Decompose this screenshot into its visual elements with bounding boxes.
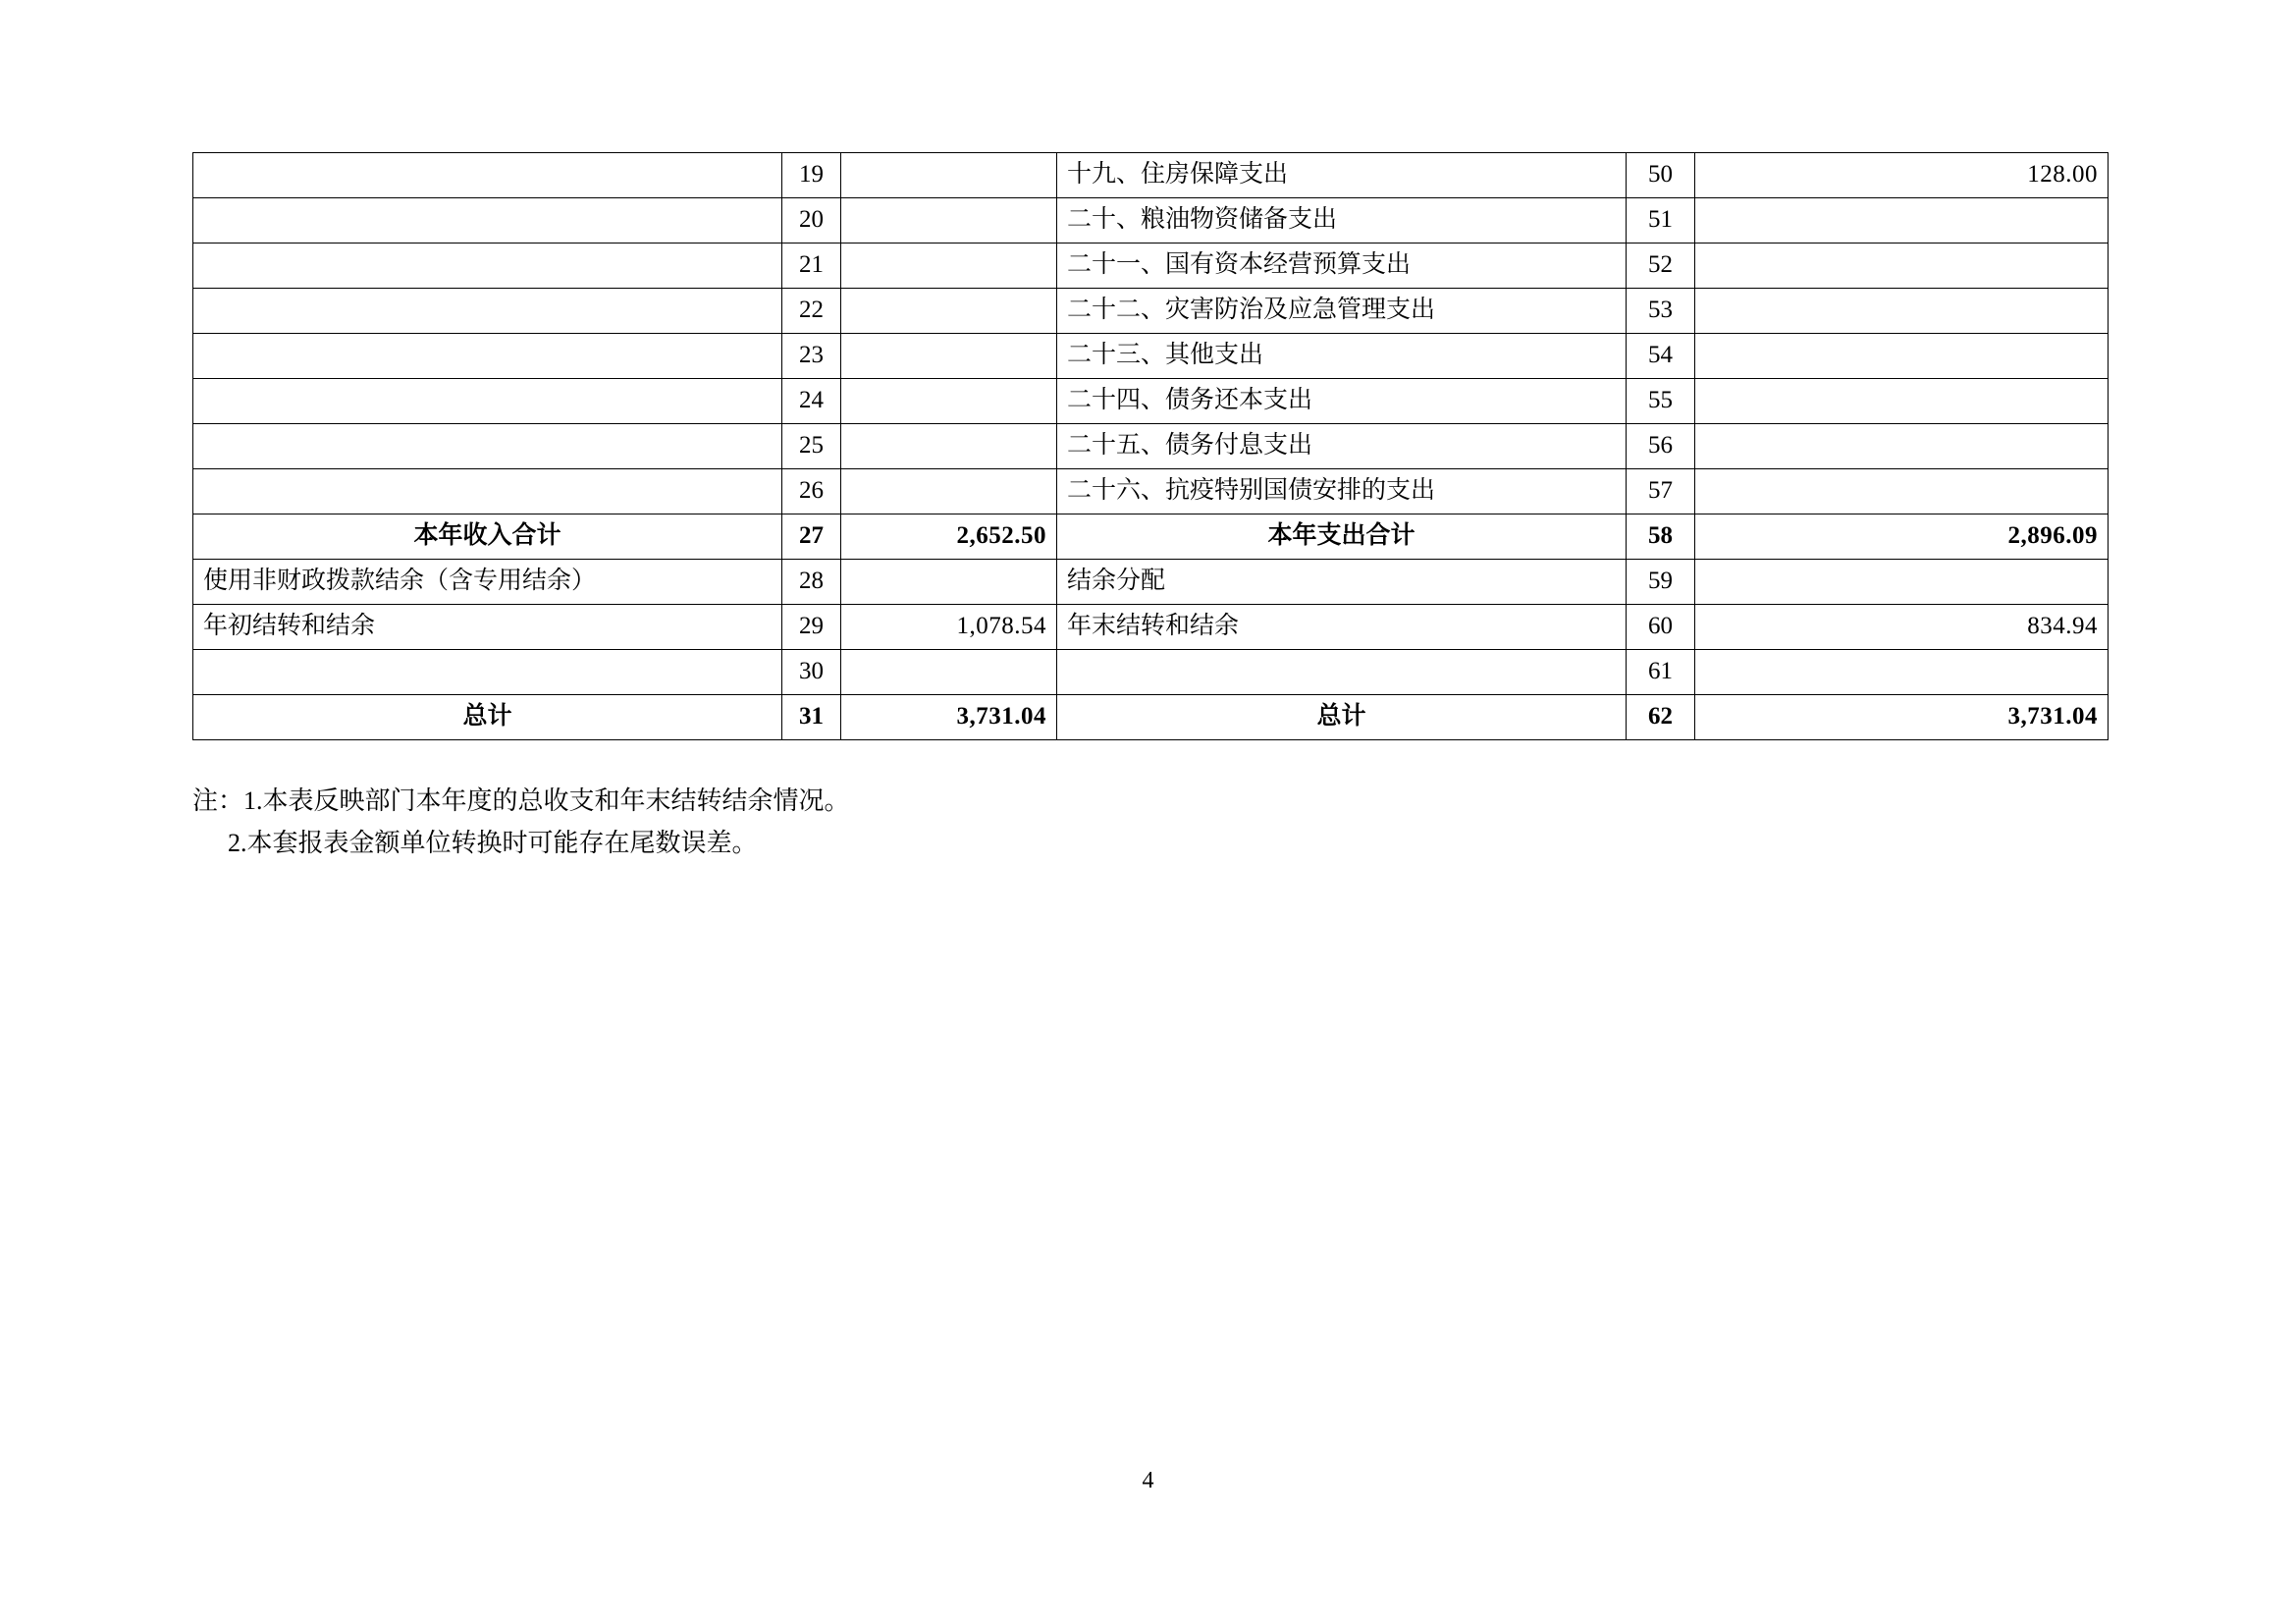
expense-line-no-cell: 54 bbox=[1627, 334, 1695, 379]
income-line-no-cell: 27 bbox=[782, 514, 841, 560]
expense-line-no-cell: 52 bbox=[1627, 244, 1695, 289]
expense-value-cell: 834.94 bbox=[1695, 605, 2109, 650]
expense-value-cell bbox=[1695, 244, 2109, 289]
table-row bbox=[193, 605, 2109, 650]
expense-value-cell: 128.00 bbox=[1695, 153, 2109, 198]
income-label-cell: 年初结转和结余 bbox=[193, 605, 782, 650]
income-label-cell bbox=[193, 379, 782, 424]
table-row bbox=[193, 379, 2109, 424]
note-line-2: 2.本套报表金额单位转换时可能存在尾数误差。 bbox=[228, 828, 758, 857]
table-row bbox=[193, 244, 2109, 289]
table-notes bbox=[192, 781, 850, 865]
income-value-cell: 1,078.54 bbox=[841, 605, 1057, 650]
expense-label-cell: 二十五、债务付息支出 bbox=[1057, 424, 1627, 469]
income-label-cell bbox=[193, 289, 782, 334]
expense-line-no-cell: 59 bbox=[1627, 560, 1695, 605]
income-value-cell bbox=[841, 650, 1057, 695]
income-label-cell bbox=[193, 198, 782, 244]
expense-value-cell bbox=[1695, 560, 2109, 605]
table-row bbox=[193, 560, 2109, 605]
expense-line-no-cell: 51 bbox=[1627, 198, 1695, 244]
income-label-cell: 总计 bbox=[193, 695, 782, 740]
income-line-no-cell: 20 bbox=[782, 198, 841, 244]
income-value-cell: 2,652.50 bbox=[841, 514, 1057, 560]
expense-line-no-cell: 50 bbox=[1627, 153, 1695, 198]
budget-table bbox=[192, 152, 2109, 740]
income-label-cell bbox=[193, 334, 782, 379]
budget-table-container bbox=[192, 152, 2108, 740]
expense-label-cell: 二十四、债务还本支出 bbox=[1057, 379, 1627, 424]
expense-label-cell: 二十、粮油物资储备支出 bbox=[1057, 198, 1627, 244]
expense-line-no-cell: 53 bbox=[1627, 289, 1695, 334]
table-row bbox=[193, 514, 2109, 560]
income-label-cell bbox=[193, 424, 782, 469]
income-value-cell bbox=[841, 560, 1057, 605]
income-label-cell bbox=[193, 244, 782, 289]
expense-label-cell: 十九、住房保障支出 bbox=[1057, 153, 1627, 198]
income-value-cell bbox=[841, 379, 1057, 424]
budget-table-body bbox=[193, 153, 2109, 740]
expense-label-cell bbox=[1057, 650, 1627, 695]
expense-value-cell: 2,896.09 bbox=[1695, 514, 2109, 560]
income-line-no-cell: 30 bbox=[782, 650, 841, 695]
income-label-cell: 本年收入合计 bbox=[193, 514, 782, 560]
expense-label-cell: 本年支出合计 bbox=[1057, 514, 1627, 560]
table-row bbox=[193, 424, 2109, 469]
income-line-no-cell: 19 bbox=[782, 153, 841, 198]
income-line-no-cell: 31 bbox=[782, 695, 841, 740]
income-label-cell: 使用非财政拨款结余（含专用结余） bbox=[193, 560, 782, 605]
income-line-no-cell: 28 bbox=[782, 560, 841, 605]
expense-value-cell bbox=[1695, 289, 2109, 334]
income-label-cell bbox=[193, 650, 782, 695]
table-row bbox=[193, 198, 2109, 244]
expense-value-cell bbox=[1695, 469, 2109, 514]
table-row bbox=[193, 695, 2109, 740]
table-row bbox=[193, 469, 2109, 514]
expense-label-cell: 二十三、其他支出 bbox=[1057, 334, 1627, 379]
note-prefix: 注： bbox=[192, 786, 244, 815]
income-value-cell bbox=[841, 153, 1057, 198]
expense-value-cell bbox=[1695, 424, 2109, 469]
income-value-cell bbox=[841, 469, 1057, 514]
expense-line-no-cell: 62 bbox=[1627, 695, 1695, 740]
table-row bbox=[193, 334, 2109, 379]
expense-line-no-cell: 61 bbox=[1627, 650, 1695, 695]
income-value-cell bbox=[841, 289, 1057, 334]
expense-value-cell bbox=[1695, 650, 2109, 695]
expense-line-no-cell: 60 bbox=[1627, 605, 1695, 650]
expense-label-cell: 总计 bbox=[1057, 695, 1627, 740]
income-line-no-cell: 26 bbox=[782, 469, 841, 514]
table-row bbox=[193, 289, 2109, 334]
expense-value-cell: 3,731.04 bbox=[1695, 695, 2109, 740]
table-row bbox=[193, 153, 2109, 198]
page-number: 4 bbox=[1142, 1468, 1154, 1493]
expense-line-no-cell: 55 bbox=[1627, 379, 1695, 424]
expense-line-no-cell: 56 bbox=[1627, 424, 1695, 469]
expense-label-cell: 年末结转和结余 bbox=[1057, 605, 1627, 650]
note-line-1 bbox=[192, 781, 850, 823]
income-value-cell: 3,731.04 bbox=[841, 695, 1057, 740]
income-value-cell bbox=[841, 334, 1057, 379]
income-line-no-cell: 25 bbox=[782, 424, 841, 469]
expense-value-cell bbox=[1695, 379, 2109, 424]
income-line-no-cell: 23 bbox=[782, 334, 841, 379]
income-line-no-cell: 29 bbox=[782, 605, 841, 650]
expense-value-cell bbox=[1695, 198, 2109, 244]
expense-label-cell: 结余分配 bbox=[1057, 560, 1627, 605]
income-label-cell bbox=[193, 153, 782, 198]
expense-label-cell: 二十六、抗疫特别国债安排的支出 bbox=[1057, 469, 1627, 514]
expense-label-cell: 二十二、灾害防治及应急管理支出 bbox=[1057, 289, 1627, 334]
table-row bbox=[193, 650, 2109, 695]
expense-value-cell bbox=[1695, 334, 2109, 379]
expense-label-cell: 二十一、国有资本经营预算支出 bbox=[1057, 244, 1627, 289]
income-value-cell bbox=[841, 424, 1057, 469]
note-text-1: 1.本表反映部门本年度的总收支和年末结转结余情况。 bbox=[243, 786, 850, 815]
income-value-cell bbox=[841, 198, 1057, 244]
income-value-cell bbox=[841, 244, 1057, 289]
income-line-no-cell: 24 bbox=[782, 379, 841, 424]
expense-line-no-cell: 57 bbox=[1627, 469, 1695, 514]
expense-line-no-cell: 58 bbox=[1627, 514, 1695, 560]
income-line-no-cell: 22 bbox=[782, 289, 841, 334]
income-line-no-cell: 21 bbox=[782, 244, 841, 289]
income-label-cell bbox=[193, 469, 782, 514]
